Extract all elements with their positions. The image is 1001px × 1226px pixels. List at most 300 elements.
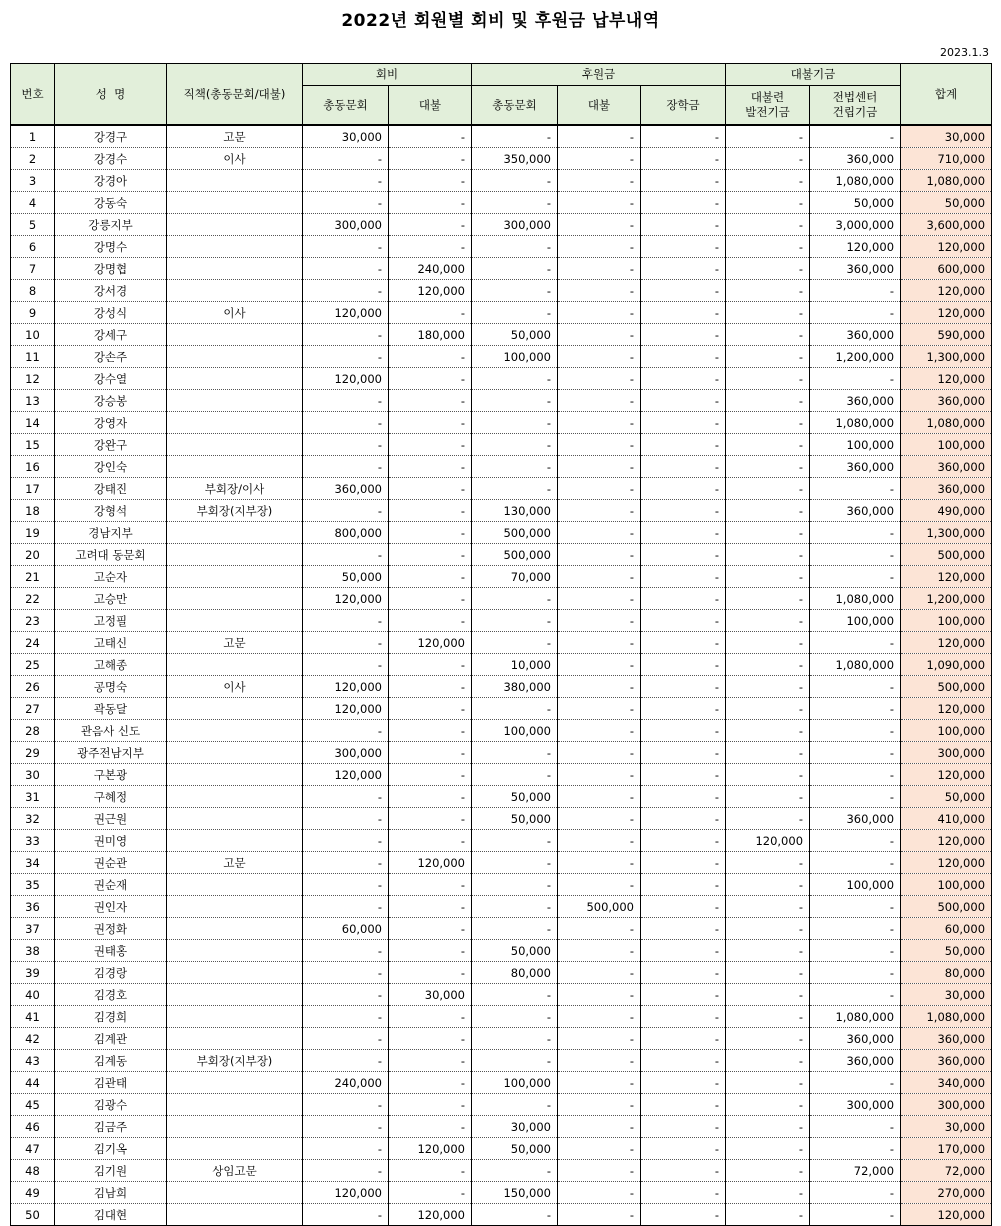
cell-fee-daebul: - bbox=[389, 874, 472, 896]
cell-no: 17 bbox=[11, 478, 55, 500]
table-row bbox=[11, 125, 992, 148]
cell-fund-center: 360,000 bbox=[810, 1028, 901, 1050]
cell-name: 권인자 bbox=[55, 896, 167, 918]
cell-donation-alumni: - bbox=[472, 280, 558, 302]
cell-role bbox=[167, 896, 303, 918]
cell-no: 10 bbox=[11, 324, 55, 346]
cell-no: 46 bbox=[11, 1116, 55, 1138]
cell-donation-daebul: - bbox=[558, 632, 641, 654]
cell-fee-daebul: - bbox=[389, 170, 472, 192]
cell-fee-daebul: - bbox=[389, 368, 472, 390]
cell-donation-alumni: - bbox=[472, 1028, 558, 1050]
cell-donation-scholarship: - bbox=[641, 610, 726, 632]
cell-fund-center: - bbox=[810, 896, 901, 918]
cell-fee-daebul: - bbox=[389, 1050, 472, 1072]
cell-fee-alumni: - bbox=[303, 434, 389, 456]
cell-fund-center: - bbox=[810, 522, 901, 544]
cell-donation-scholarship: - bbox=[641, 214, 726, 236]
cell-no: 44 bbox=[11, 1072, 55, 1094]
table-row bbox=[11, 852, 992, 874]
cell-role: 고문 bbox=[167, 852, 303, 874]
cell-name: 고승만 bbox=[55, 588, 167, 610]
cell-role bbox=[167, 610, 303, 632]
cell-role bbox=[167, 544, 303, 566]
cell-total: 710,000 bbox=[901, 148, 992, 170]
cell-donation-alumni: 100,000 bbox=[472, 1072, 558, 1094]
cell-fund-development: - bbox=[726, 720, 810, 742]
cell-donation-daebul: - bbox=[558, 1072, 641, 1094]
cell-fund-center: - bbox=[810, 786, 901, 808]
cell-donation-scholarship: - bbox=[641, 720, 726, 742]
cell-donation-scholarship: - bbox=[641, 654, 726, 676]
cell-fee-alumni: 120,000 bbox=[303, 302, 389, 324]
table-row bbox=[11, 522, 992, 544]
cell-fund-center: 100,000 bbox=[810, 874, 901, 896]
cell-role bbox=[167, 918, 303, 940]
cell-name: 강경아 bbox=[55, 170, 167, 192]
cell-donation-daebul: - bbox=[558, 125, 641, 148]
cell-donation-scholarship: - bbox=[641, 874, 726, 896]
cell-total: 340,000 bbox=[901, 1072, 992, 1094]
cell-fund-center: 100,000 bbox=[810, 610, 901, 632]
cell-role: 부회장(지부장) bbox=[167, 500, 303, 522]
cell-role bbox=[167, 654, 303, 676]
cell-fee-daebul: - bbox=[389, 1116, 472, 1138]
cell-donation-alumni: 80,000 bbox=[472, 962, 558, 984]
cell-no: 31 bbox=[11, 786, 55, 808]
cell-fee-daebul: - bbox=[389, 390, 472, 412]
cell-no: 36 bbox=[11, 896, 55, 918]
cell-no: 26 bbox=[11, 676, 55, 698]
cell-fund-development: - bbox=[726, 390, 810, 412]
cell-fee-daebul: - bbox=[389, 412, 472, 434]
cell-total: 360,000 bbox=[901, 478, 992, 500]
cell-donation-alumni: 500,000 bbox=[472, 544, 558, 566]
cell-donation-scholarship: - bbox=[641, 984, 726, 1006]
cell-name: 고해종 bbox=[55, 654, 167, 676]
cell-donation-scholarship: - bbox=[641, 478, 726, 500]
cell-donation-alumni: - bbox=[472, 192, 558, 214]
cell-donation-scholarship: - bbox=[641, 940, 726, 962]
cell-fund-center: - bbox=[810, 830, 901, 852]
cell-role: 이사 bbox=[167, 148, 303, 170]
cell-donation-scholarship: - bbox=[641, 808, 726, 830]
cell-donation-alumni: 130,000 bbox=[472, 500, 558, 522]
table-row bbox=[11, 1138, 992, 1160]
cell-fee-daebul: 120,000 bbox=[389, 280, 472, 302]
cell-role bbox=[167, 192, 303, 214]
cell-donation-daebul: - bbox=[558, 764, 641, 786]
cell-no: 22 bbox=[11, 588, 55, 610]
cell-total: 30,000 bbox=[901, 125, 992, 148]
cell-donation-daebul: 500,000 bbox=[558, 896, 641, 918]
table-row bbox=[11, 500, 992, 522]
table-row bbox=[11, 1028, 992, 1050]
cell-fee-daebul: 30,000 bbox=[389, 984, 472, 1006]
cell-name: 강수열 bbox=[55, 368, 167, 390]
cell-donation-scholarship: - bbox=[641, 236, 726, 258]
cell-fund-development: - bbox=[726, 170, 810, 192]
cell-fund-center: - bbox=[810, 676, 901, 698]
header-group-fund: 대불기금 bbox=[726, 64, 901, 86]
cell-name: 강완구 bbox=[55, 434, 167, 456]
cell-fee-alumni: - bbox=[303, 148, 389, 170]
header-role: 직책(총동문회/대불) bbox=[167, 64, 303, 126]
cell-fund-development: - bbox=[726, 632, 810, 654]
cell-fund-development: - bbox=[726, 1050, 810, 1072]
cell-fee-alumni: - bbox=[303, 390, 389, 412]
cell-fee-alumni: - bbox=[303, 236, 389, 258]
cell-role bbox=[167, 1138, 303, 1160]
cell-donation-daebul: - bbox=[558, 1182, 641, 1204]
cell-donation-daebul: - bbox=[558, 1138, 641, 1160]
table-row bbox=[11, 632, 992, 654]
cell-fee-daebul: - bbox=[389, 302, 472, 324]
cell-donation-alumni: 50,000 bbox=[472, 324, 558, 346]
cell-donation-scholarship: - bbox=[641, 192, 726, 214]
cell-donation-alumni: - bbox=[472, 1204, 558, 1226]
table-row bbox=[11, 654, 992, 676]
cell-total: 120,000 bbox=[901, 566, 992, 588]
cell-donation-scholarship: - bbox=[641, 852, 726, 874]
cell-fund-center: 100,000 bbox=[810, 434, 901, 456]
cell-fee-alumni: - bbox=[303, 192, 389, 214]
cell-role bbox=[167, 346, 303, 368]
table-row bbox=[11, 368, 992, 390]
cell-fund-development: - bbox=[726, 940, 810, 962]
cell-no: 50 bbox=[11, 1204, 55, 1226]
cell-total: 100,000 bbox=[901, 434, 992, 456]
cell-fund-center: 72,000 bbox=[810, 1160, 901, 1182]
cell-donation-alumni: - bbox=[472, 984, 558, 1006]
cell-fee-alumni: - bbox=[303, 808, 389, 830]
cell-fund-development: - bbox=[726, 544, 810, 566]
table-row bbox=[11, 1006, 992, 1028]
header-fund-center-line2: 건립기금 bbox=[832, 105, 878, 119]
cell-fund-center: - bbox=[810, 632, 901, 654]
cell-total: 120,000 bbox=[901, 368, 992, 390]
cell-fund-development: - bbox=[726, 1028, 810, 1050]
cell-donation-alumni: - bbox=[472, 764, 558, 786]
cell-donation-daebul: - bbox=[558, 830, 641, 852]
cell-role bbox=[167, 434, 303, 456]
cell-total: 600,000 bbox=[901, 258, 992, 280]
table-row bbox=[11, 742, 992, 764]
table-header bbox=[11, 64, 992, 126]
cell-total: 100,000 bbox=[901, 720, 992, 742]
cell-donation-scholarship: - bbox=[641, 1160, 726, 1182]
cell-role: 고문 bbox=[167, 125, 303, 148]
cell-donation-daebul: - bbox=[558, 676, 641, 698]
cell-total: 30,000 bbox=[901, 1116, 992, 1138]
cell-fund-development: - bbox=[726, 148, 810, 170]
cell-fee-daebul: 240,000 bbox=[389, 258, 472, 280]
cell-fee-daebul: - bbox=[389, 125, 472, 148]
cell-total: 100,000 bbox=[901, 874, 992, 896]
cell-name: 김기옥 bbox=[55, 1138, 167, 1160]
cell-donation-daebul: - bbox=[558, 962, 641, 984]
cell-fund-development: - bbox=[726, 742, 810, 764]
cell-donation-scholarship: - bbox=[641, 1138, 726, 1160]
cell-donation-alumni: - bbox=[472, 698, 558, 720]
cell-fee-daebul: - bbox=[389, 962, 472, 984]
cell-fee-alumni: - bbox=[303, 1006, 389, 1028]
cell-no: 32 bbox=[11, 808, 55, 830]
cell-fund-center: - bbox=[810, 544, 901, 566]
cell-fund-development: - bbox=[726, 1182, 810, 1204]
cell-total: 300,000 bbox=[901, 742, 992, 764]
header-fee-daebul: 대불 bbox=[389, 86, 472, 126]
cell-name: 강명수 bbox=[55, 236, 167, 258]
cell-name: 고정필 bbox=[55, 610, 167, 632]
table-row bbox=[11, 588, 992, 610]
payments-table bbox=[10, 63, 992, 1226]
table-row bbox=[11, 918, 992, 940]
table-row bbox=[11, 544, 992, 566]
cell-donation-daebul: - bbox=[558, 654, 641, 676]
cell-donation-scholarship: - bbox=[641, 1072, 726, 1094]
cell-no: 25 bbox=[11, 654, 55, 676]
table-row bbox=[11, 324, 992, 346]
cell-fund-center: - bbox=[810, 852, 901, 874]
cell-no: 7 bbox=[11, 258, 55, 280]
cell-name: 김광수 bbox=[55, 1094, 167, 1116]
cell-donation-daebul: - bbox=[558, 544, 641, 566]
cell-donation-scholarship: - bbox=[641, 786, 726, 808]
cell-fee-alumni: - bbox=[303, 632, 389, 654]
cell-fund-development: - bbox=[726, 1006, 810, 1028]
cell-role bbox=[167, 522, 303, 544]
cell-role bbox=[167, 764, 303, 786]
cell-total: 1,300,000 bbox=[901, 346, 992, 368]
cell-fee-alumni: 300,000 bbox=[303, 742, 389, 764]
cell-name: 강성식 bbox=[55, 302, 167, 324]
cell-fund-development: - bbox=[726, 698, 810, 720]
cell-total: 490,000 bbox=[901, 500, 992, 522]
cell-donation-alumni: - bbox=[472, 412, 558, 434]
cell-fee-alumni: - bbox=[303, 852, 389, 874]
cell-role bbox=[167, 170, 303, 192]
cell-fund-development: - bbox=[726, 808, 810, 830]
cell-fee-alumni: 120,000 bbox=[303, 676, 389, 698]
cell-donation-alumni: - bbox=[472, 610, 558, 632]
table-row bbox=[11, 346, 992, 368]
cell-fund-development: - bbox=[726, 918, 810, 940]
cell-fund-development: - bbox=[726, 984, 810, 1006]
cell-role bbox=[167, 940, 303, 962]
cell-role: 부회장(지부장) bbox=[167, 1050, 303, 1072]
cell-donation-alumni: - bbox=[472, 852, 558, 874]
cell-no: 13 bbox=[11, 390, 55, 412]
cell-fee-daebul: - bbox=[389, 500, 472, 522]
cell-fee-alumni: - bbox=[303, 324, 389, 346]
cell-donation-daebul: - bbox=[558, 280, 641, 302]
cell-total: 270,000 bbox=[901, 1182, 992, 1204]
cell-fund-development: - bbox=[726, 962, 810, 984]
cell-no: 41 bbox=[11, 1006, 55, 1028]
cell-fund-development: - bbox=[726, 478, 810, 500]
cell-role: 이사 bbox=[167, 302, 303, 324]
cell-donation-alumni: 50,000 bbox=[472, 786, 558, 808]
header-group-fee: 회비 bbox=[303, 64, 472, 86]
cell-fee-daebul: - bbox=[389, 896, 472, 918]
cell-donation-alumni: - bbox=[472, 125, 558, 148]
cell-fee-daebul: - bbox=[389, 940, 472, 962]
cell-name: 관음사 신도 bbox=[55, 720, 167, 742]
cell-fee-daebul: - bbox=[389, 720, 472, 742]
cell-fund-center: 360,000 bbox=[810, 808, 901, 830]
cell-name: 강릉지부 bbox=[55, 214, 167, 236]
cell-fund-center: - bbox=[810, 302, 901, 324]
cell-fee-alumni: - bbox=[303, 1050, 389, 1072]
cell-no: 23 bbox=[11, 610, 55, 632]
cell-donation-daebul: - bbox=[558, 148, 641, 170]
cell-fee-daebul: 120,000 bbox=[389, 632, 472, 654]
cell-total: 50,000 bbox=[901, 786, 992, 808]
cell-name: 권근원 bbox=[55, 808, 167, 830]
cell-donation-alumni: 300,000 bbox=[472, 214, 558, 236]
cell-fund-center: - bbox=[810, 962, 901, 984]
cell-donation-daebul: - bbox=[558, 940, 641, 962]
cell-fund-center: 360,000 bbox=[810, 148, 901, 170]
cell-donation-scholarship: - bbox=[641, 918, 726, 940]
cell-name: 경남지부 bbox=[55, 522, 167, 544]
cell-fee-alumni: - bbox=[303, 874, 389, 896]
cell-donation-scholarship: - bbox=[641, 368, 726, 390]
cell-no: 1 bbox=[11, 125, 55, 148]
cell-no: 11 bbox=[11, 346, 55, 368]
cell-donation-scholarship: - bbox=[641, 1094, 726, 1116]
cell-fee-alumni: - bbox=[303, 1160, 389, 1182]
cell-role bbox=[167, 390, 303, 412]
cell-no: 37 bbox=[11, 918, 55, 940]
cell-fund-development: - bbox=[726, 434, 810, 456]
cell-donation-scholarship: - bbox=[641, 698, 726, 720]
cell-no: 47 bbox=[11, 1138, 55, 1160]
cell-donation-alumni: - bbox=[472, 588, 558, 610]
table-row bbox=[11, 148, 992, 170]
cell-donation-daebul: - bbox=[558, 170, 641, 192]
cell-name: 강동숙 bbox=[55, 192, 167, 214]
table-row bbox=[11, 1072, 992, 1094]
header-no: 번호 bbox=[11, 64, 55, 126]
cell-fee-daebul: - bbox=[389, 456, 472, 478]
cell-fee-alumni: - bbox=[303, 412, 389, 434]
cell-fund-center: 1,080,000 bbox=[810, 588, 901, 610]
cell-donation-alumni: - bbox=[472, 390, 558, 412]
cell-donation-scholarship: - bbox=[641, 148, 726, 170]
cell-donation-alumni: - bbox=[472, 434, 558, 456]
cell-no: 39 bbox=[11, 962, 55, 984]
table-row bbox=[11, 896, 992, 918]
cell-donation-daebul: - bbox=[558, 918, 641, 940]
cell-role bbox=[167, 280, 303, 302]
cell-fee-daebul: - bbox=[389, 588, 472, 610]
cell-donation-daebul: - bbox=[558, 522, 641, 544]
cell-fee-daebul: - bbox=[389, 698, 472, 720]
cell-donation-daebul: - bbox=[558, 1116, 641, 1138]
cell-fee-daebul: - bbox=[389, 214, 472, 236]
cell-total: 120,000 bbox=[901, 280, 992, 302]
cell-no: 40 bbox=[11, 984, 55, 1006]
cell-fund-development: - bbox=[726, 1160, 810, 1182]
cell-donation-daebul: - bbox=[558, 258, 641, 280]
cell-fund-development: - bbox=[726, 676, 810, 698]
cell-donation-alumni: - bbox=[472, 830, 558, 852]
cell-fee-daebul: - bbox=[389, 808, 472, 830]
cell-fee-daebul: - bbox=[389, 786, 472, 808]
cell-fee-alumni: 120,000 bbox=[303, 1182, 389, 1204]
cell-fee-alumni: - bbox=[303, 720, 389, 742]
cell-donation-daebul: - bbox=[558, 742, 641, 764]
cell-donation-scholarship: - bbox=[641, 302, 726, 324]
cell-no: 24 bbox=[11, 632, 55, 654]
cell-no: 8 bbox=[11, 280, 55, 302]
cell-donation-scholarship: - bbox=[641, 1050, 726, 1072]
cell-total: 120,000 bbox=[901, 1204, 992, 1226]
cell-donation-daebul: - bbox=[558, 214, 641, 236]
cell-donation-alumni: - bbox=[472, 478, 558, 500]
cell-donation-scholarship: - bbox=[641, 962, 726, 984]
cell-donation-alumni: - bbox=[472, 236, 558, 258]
cell-fund-center: 50,000 bbox=[810, 192, 901, 214]
cell-fund-center: - bbox=[810, 1182, 901, 1204]
cell-fee-alumni: 300,000 bbox=[303, 214, 389, 236]
cell-fund-center: 360,000 bbox=[810, 390, 901, 412]
table-row bbox=[11, 258, 992, 280]
table-row bbox=[11, 412, 992, 434]
cell-fund-development: - bbox=[726, 522, 810, 544]
cell-donation-daebul: - bbox=[558, 456, 641, 478]
table-row bbox=[11, 720, 992, 742]
table-row bbox=[11, 874, 992, 896]
cell-role bbox=[167, 368, 303, 390]
cell-donation-scholarship: - bbox=[641, 1204, 726, 1226]
cell-fund-center: 360,000 bbox=[810, 500, 901, 522]
cell-fee-alumni: - bbox=[303, 258, 389, 280]
cell-fund-center: - bbox=[810, 280, 901, 302]
cell-fund-center: 3,000,000 bbox=[810, 214, 901, 236]
cell-donation-daebul: - bbox=[558, 1006, 641, 1028]
cell-no: 6 bbox=[11, 236, 55, 258]
cell-fee-daebul: - bbox=[389, 610, 472, 632]
cell-no: 38 bbox=[11, 940, 55, 962]
cell-role bbox=[167, 1204, 303, 1226]
cell-name: 구본광 bbox=[55, 764, 167, 786]
cell-fee-alumni: - bbox=[303, 962, 389, 984]
cell-donation-daebul: - bbox=[558, 1160, 641, 1182]
cell-fund-development: - bbox=[726, 192, 810, 214]
cell-fund-development: - bbox=[726, 852, 810, 874]
cell-fee-daebul: - bbox=[389, 522, 472, 544]
table-row bbox=[11, 1116, 992, 1138]
table-row bbox=[11, 434, 992, 456]
cell-donation-scholarship: - bbox=[641, 1182, 726, 1204]
cell-donation-daebul: - bbox=[558, 368, 641, 390]
cell-donation-scholarship: - bbox=[641, 170, 726, 192]
cell-fee-alumni: 240,000 bbox=[303, 1072, 389, 1094]
header-donation-daebul: 대불 bbox=[558, 86, 641, 126]
cell-role bbox=[167, 1116, 303, 1138]
cell-fund-center: 120,000 bbox=[810, 236, 901, 258]
cell-fee-alumni: - bbox=[303, 170, 389, 192]
header-fund-development bbox=[726, 86, 810, 126]
cell-fund-center: - bbox=[810, 918, 901, 940]
cell-donation-alumni: 70,000 bbox=[472, 566, 558, 588]
cell-fee-daebul: - bbox=[389, 764, 472, 786]
cell-fund-development: - bbox=[726, 324, 810, 346]
cell-donation-alumni: 350,000 bbox=[472, 148, 558, 170]
